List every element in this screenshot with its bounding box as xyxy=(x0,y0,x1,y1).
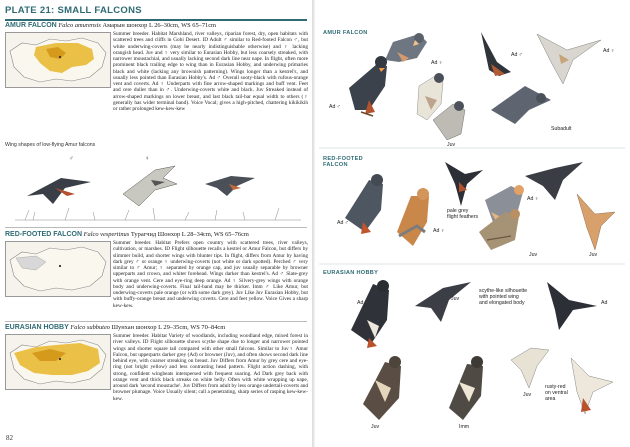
amur-subadult xyxy=(491,86,551,124)
flying-amur-2 xyxy=(123,166,177,206)
rf-label-ad-f2: Ad ♀ xyxy=(527,196,539,202)
hobby-label-juv: Juv xyxy=(451,296,460,302)
hobby-latin: Falco subbuteo xyxy=(70,324,110,331)
rf-flying-female xyxy=(577,194,615,250)
flying-amur-1 xyxy=(27,178,91,204)
page-number: 82 xyxy=(6,434,13,442)
right-page xyxy=(315,0,630,447)
hobby-description: Summer breeder. Habitat Variety of woodlands, including woodland edge, mixed forest in river valleys. ID Flight silhouette shows scythe shape due to longer and narrower pointed wings and shorter square tail compared with other small falcons. Similar to Juv♀ Amur Falcon, but upperparts darker grey (Ad) or browner (Juv), and often shows second dark line behind eye, with coarser streaking on breast. Juv Differs from Amur by grey cere and eye-ring (not bright yellow) and less contrasting head pattern. Flight action dashing, with strong, confident wingbeats interspersed with frequent soaring. Ad Dark grey back with orange vent and thick black streaks on white belly. Often with white wrapping up nape, around dark 'second moustache'. Juv Differs from adult by less orange undertail-coverts and browner plumage. Voice Usually silent; call a penetrating, sharp series of rasping kew-kew-kew. xyxy=(113,333,308,402)
amur-label-ad-m: Ad ♂ xyxy=(329,104,341,110)
rf-label-ad-m: Ad ♂ xyxy=(337,220,349,226)
hobby-label-scythe: scythe-like silhouette with pointed wing and elongated body xyxy=(479,288,528,306)
amur-label-ad-f2: Ad ♀ xyxy=(603,48,615,54)
hobby-heading xyxy=(5,324,310,332)
amur-wing-figure xyxy=(5,148,307,224)
wing-fig-female-symbol: ♀ xyxy=(145,156,150,162)
amur-name: AMUR FALCON xyxy=(5,22,57,29)
hobby-label-rusty: rusty-red on ventral area xyxy=(545,384,568,402)
amur-perched-male xyxy=(349,56,387,116)
amur-label-juv: Juv xyxy=(447,142,456,148)
amur-label-ad-m2: Ad ♂ xyxy=(511,52,523,58)
rf-flying-male xyxy=(445,162,483,206)
rf-perched-female xyxy=(397,188,429,246)
wing-shapes-title: Wing shapes of low-flying Amur falcons xyxy=(5,142,96,148)
hobby-name: EURASIAN HOBBY xyxy=(5,324,69,331)
amur-flying-male xyxy=(481,32,511,76)
rf-flying-juv xyxy=(525,162,583,200)
red-footed-latin: Falco vespertinus xyxy=(83,231,130,238)
amur-label-ad-f: Ad ♀ xyxy=(431,60,443,66)
plate-illustrations xyxy=(315,0,630,447)
amur-description: Summer breeder. Habitat Marshland, river valleys, riparian forest, dry, open habitats with scattered trees and cliffs in Gobi Desert. ID Adult ♂ similar to Red-footed Falcon ♂, but white underwing-coverts (may be nearly indistinguishable otherwise) and ♀ lacking orangish head. Juv and ♀ very similar to Eurasian Hobby, but less coarsely streaked, with narrower moustachial, and usually lacking second dark line near nape. In flight, often more prominent black trailing edge to wing than in Eurasian Hobby, and underwing primaries black and white (lacking any brownish patterning). Wings longer than a kestrel's, and usually less pointed than Eurasian Hobby's. Ad ♂ Overall sooty-black with rufous-orange vent and coverts. Ad ♀ Underparts with fine arrow-shaped markings and buff vent. Feet and cere duller than in ♂. Underwing-coverts white and black. Juv Streaked instead of arrow-shaped markings on lower breast, and last black tail-bar equal width to others (♀ generally has wider terminal band). Voice Vocal; gives a high-pitched, chattering kikikikih or rather prolonged kew-kew-kew xyxy=(113,31,308,112)
red-footed-local: Турагчид Шонхор xyxy=(130,231,181,238)
amur-flying-female xyxy=(537,34,601,84)
hobby-perched-ad xyxy=(351,280,389,348)
amur-perched-female xyxy=(385,33,427,62)
amur-local: Амарын шонхор xyxy=(102,22,148,29)
hobby-size: L 29–35cm, WS 70–84cm xyxy=(158,324,226,331)
hobby-label-juv2: Juv xyxy=(371,424,380,430)
rf-label-juv2: Juv xyxy=(589,252,598,258)
amur-perched-juv xyxy=(417,73,444,120)
section-divider-2 xyxy=(5,321,307,322)
hobby-flying-ad-2 xyxy=(571,358,613,414)
section-label-red-footed: RED-FOOTED FALCON xyxy=(323,156,363,168)
red-footed-description: Summer breeder. Habitat Prefers open country with scattered trees, river valleys, cultivation, or marshes. ID Flight silhouette recalls a kestrel or Amur Falcon, but differs by slimmer build, and shorter wings with blunter tips. In flight, differs from Amur by having dark grey ♂ or orange ♀ underwing-coverts (not white or dark spotted). Perched ♂ very similar to ♂ Amur; ♀ separated by orange cap, and juv usually separable by browner upperparts and crown, and whiter forehead. Wings darker than kestrel's. Ad ♂ Slate-grey with orange vent. Cere and eye-ring deep orange. Ad ♀ Silvery-grey wings with orange body and underwing-coverts. Final tail-band may be thicker. Imm ♂ Like Amur, but underwing-coverts pale orange (or with some dark grey). Juv Like Juv Eurasian Hobby, but with buffy-orange breast and underwing coverts. Cere and feet yellow. Voice Gives a sharp kew-kew. xyxy=(113,240,308,309)
hobby-range-map xyxy=(5,334,111,390)
hobby-label-ad: Ad xyxy=(357,300,364,306)
hobby-flying-ad xyxy=(547,282,597,330)
red-footed-size: L 28–34cm, WS 65–76cm xyxy=(181,231,249,238)
amur-heading xyxy=(5,22,310,30)
hobby-label-ad2: Ad xyxy=(601,300,608,306)
red-footed-range-map xyxy=(5,241,111,297)
ground-vegetation xyxy=(15,208,301,220)
hobby-perched-imm xyxy=(449,356,483,420)
amur-size: L 26–30cm, WS 65–71cm xyxy=(148,22,217,29)
plate-header xyxy=(5,5,307,21)
rf-perched-male xyxy=(345,174,383,234)
plate-title: PLATE 21: SMALL FALCONS xyxy=(5,5,142,16)
left-page xyxy=(0,0,312,447)
red-footed-heading xyxy=(5,231,310,239)
hobby-flying-juv xyxy=(415,282,471,322)
amur-latin: Falco amurensis xyxy=(58,22,101,29)
flying-amur-3 xyxy=(205,176,255,196)
rf-label-ad-f: Ad ♀ xyxy=(433,228,445,234)
hobby-label-juv3: Juv xyxy=(523,392,532,398)
section-label-hobby: EURASIAN HOBBY xyxy=(323,270,379,276)
rf-label-juv: Juv xyxy=(529,252,538,258)
hobby-flying-juv-2 xyxy=(511,348,549,388)
hobby-local: Шунхан шонхор xyxy=(111,324,157,331)
section-divider-1 xyxy=(5,227,307,228)
amur-range-map xyxy=(5,32,111,88)
hobby-label-imm: Imm xyxy=(459,424,470,430)
red-footed-name: RED-FOOTED FALCON xyxy=(5,231,82,238)
hobby-perched-juv-1 xyxy=(363,356,401,420)
amur-label-subadult: Subadult xyxy=(551,126,572,132)
rf-label-pale-grey: pale grey flight feathers xyxy=(447,208,479,220)
section-label-amur: AMUR FALCON xyxy=(323,30,368,36)
wing-fig-male-symbol: ♂ xyxy=(69,156,74,162)
